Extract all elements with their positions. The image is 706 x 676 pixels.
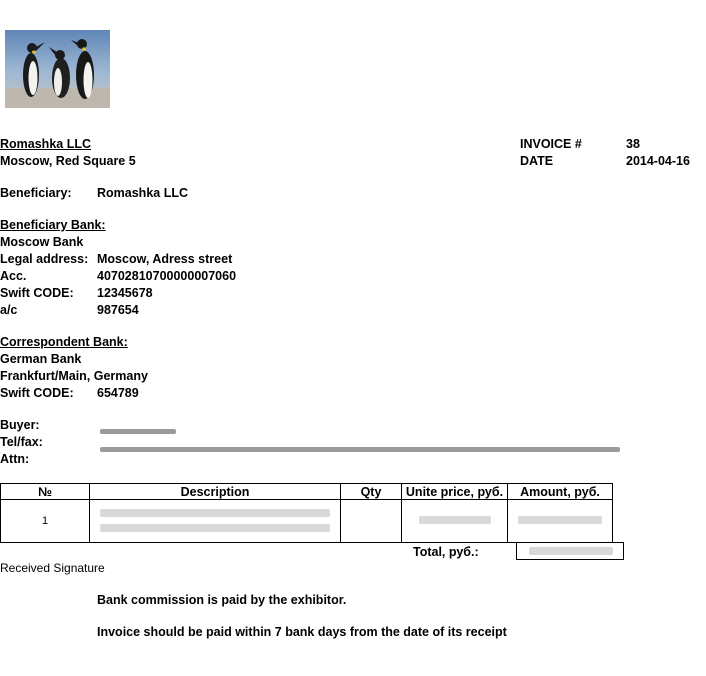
ac-label: a/c bbox=[0, 303, 18, 317]
company-name: Romashka LLC bbox=[0, 137, 91, 151]
row-no-cell: 1 bbox=[1, 500, 90, 543]
items-table bbox=[0, 483, 613, 543]
penguins-logo-image bbox=[5, 30, 110, 108]
row-unit-price-redacted bbox=[402, 500, 508, 543]
row-description-redacted bbox=[90, 500, 341, 543]
swift-label: Swift CODE: bbox=[0, 286, 74, 300]
table-row bbox=[1, 500, 613, 543]
beneficiary-value: Romashka LLC bbox=[97, 186, 188, 200]
invoice-number-label: INVOICE # bbox=[520, 137, 582, 151]
correspondent-bank-name: German Bank bbox=[0, 352, 82, 366]
payment-terms-note: Invoice should be paid within 7 bank days from the date of its receipt bbox=[97, 625, 507, 639]
buyer-label: Buyer: bbox=[0, 418, 40, 432]
col-qty-header: Qty bbox=[341, 484, 402, 500]
invoice-date-label: DATE bbox=[520, 154, 554, 168]
row-qty-cell bbox=[341, 500, 402, 543]
total-amount-box bbox=[516, 542, 624, 560]
total-label: Total, руб.: bbox=[413, 545, 479, 559]
col-amount-header: Amount, руб. bbox=[508, 484, 613, 500]
invoice-number: 38 bbox=[626, 137, 640, 151]
acc-label: Acc. bbox=[0, 269, 27, 283]
acc-value: 40702810700000007060 bbox=[97, 269, 237, 283]
beneficiary-bank-name: Moscow Bank bbox=[0, 235, 84, 249]
received-signature: Received Signature bbox=[0, 561, 105, 575]
attn-label: Attn: bbox=[0, 452, 30, 466]
beneficiary-bank-heading: Beneficiary Bank: bbox=[0, 218, 106, 232]
total-amount-redacted bbox=[529, 547, 613, 555]
col-unit-price-header: Unite price, руб. bbox=[402, 484, 508, 500]
correspondent-swift-value: 654789 bbox=[97, 386, 139, 400]
tel-fax-label: Tel/fax: bbox=[0, 435, 43, 449]
tel-fax-redacted bbox=[100, 439, 620, 457]
correspondent-swift-label: Swift CODE: bbox=[0, 386, 74, 400]
swift-value: 12345678 bbox=[97, 286, 153, 300]
legal-address-value: Moscow, Adress street bbox=[97, 252, 233, 266]
beneficiary-label: Beneficiary: bbox=[0, 186, 72, 200]
legal-address-label: Legal address: bbox=[0, 252, 89, 266]
ac-value: 987654 bbox=[97, 303, 139, 317]
buyer-redacted bbox=[100, 421, 176, 439]
row-amount-redacted bbox=[508, 500, 613, 543]
correspondent-bank-heading: Correspondent Bank: bbox=[0, 335, 128, 349]
table-header-row bbox=[1, 484, 613, 500]
col-description-header: Description bbox=[90, 484, 341, 500]
correspondent-bank-city: Frankfurt/Main, Germany bbox=[0, 369, 148, 383]
commission-note: Bank commission is paid by the exhibitor. bbox=[97, 593, 347, 607]
company-address: Moscow, Red Square 5 bbox=[0, 154, 136, 168]
invoice-date: 2014-04-16 bbox=[626, 154, 690, 168]
col-no-header: № bbox=[1, 484, 90, 500]
